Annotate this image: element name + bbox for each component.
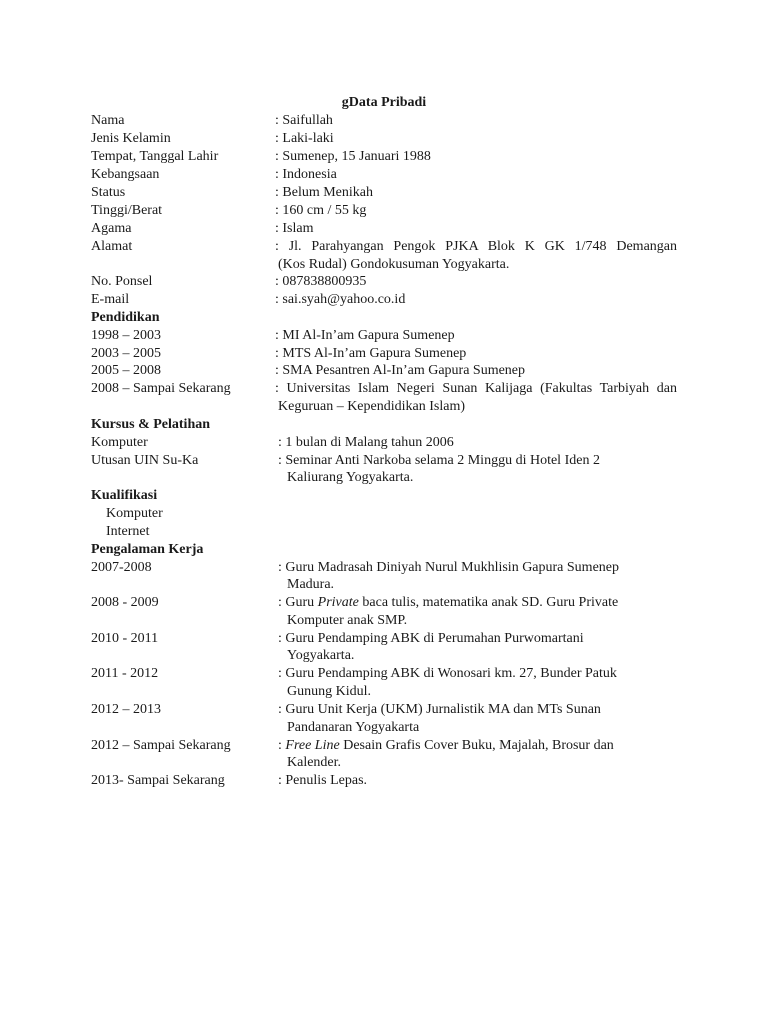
work-desc-6-line1 (278, 737, 614, 755)
work-desc-6-prefix: : (278, 738, 286, 753)
section-heading-pendidikan: Pendidikan (91, 310, 160, 325)
section-heading-pengalaman: Pengalaman Kerja (91, 542, 204, 557)
work-desc-2-line2: Komputer anak SMP. (287, 613, 408, 628)
label-status: Status (91, 185, 126, 200)
work-desc-6-suffix: Desain Grafis Cover Buku, Majalah, Brosur dan (339, 738, 614, 753)
label-kebangsaan: Kebangsaan (91, 167, 160, 182)
edu-school-3: : SMA Pesantren Al-In’am Gapura Sumenep (275, 363, 526, 378)
label-agama: Agama (91, 221, 132, 236)
work-year-6: 2012 – Sampai Sekarang (91, 738, 231, 753)
work-year-3: 2010 - 2011 (91, 631, 159, 646)
work-desc-5-line2: Pandanaran Yogyakarta (287, 720, 420, 735)
value-nama: : Saifullah (275, 113, 333, 128)
work-year-2: 2008 - 2009 (91, 595, 159, 610)
course-value-1: : 1 bulan di Malang tahun 2006 (278, 435, 454, 450)
label-email: E-mail (91, 292, 130, 307)
work-desc-7: : Penulis Lepas. (278, 773, 368, 788)
value-email: : sai.syah@yahoo.co.id (275, 292, 406, 307)
course-value-2-line1: : Seminar Anti Narkoba selama 2 Minggu di Hotel Iden 2 (278, 453, 600, 468)
work-desc-2-prefix: : Guru (278, 595, 318, 610)
page-title: gData Pribadi (341, 95, 427, 110)
value-ttl: : Sumenep, 15 Januari 1988 (275, 149, 431, 164)
edu-school-4-line2: Keguruan – Kependidikan Islam) (278, 399, 465, 414)
work-year-7: 2013- Sampai Sekarang (91, 773, 225, 788)
work-desc-6-italic: Free Line (285, 738, 340, 753)
section-heading-kualifikasi: Kualifikasi (91, 488, 158, 503)
edu-year-3: 2005 – 2008 (91, 363, 161, 378)
value-status: : Belum Menikah (275, 185, 373, 200)
edu-year-1: 1998 – 2003 (91, 328, 161, 343)
label-nama: Nama (91, 113, 125, 128)
work-desc-3-line1: : Guru Pendamping ABK di Perumahan Purwomartani (278, 631, 584, 646)
work-year-1: 2007-2008 (91, 560, 152, 575)
course-value-2-line2: Kaliurang Yogyakarta. (287, 470, 414, 485)
work-desc-6-line2: Kalender. (287, 755, 342, 770)
value-ponsel: : 087838800935 (275, 274, 367, 289)
qualification-item-2: Internet (106, 524, 150, 539)
course-label-1: Komputer (91, 435, 148, 450)
edu-school-1: : MI Al-In’am Gapura Sumenep (275, 328, 455, 343)
qualification-item-1: Komputer (106, 506, 163, 521)
work-desc-2-suffix: baca tulis, matematika anak SD. Guru Private (358, 595, 619, 610)
work-desc-5-line1: : Guru Unit Kerja (UKM) Jurnalistik MA dan MTs Sunan (278, 702, 601, 717)
label-jenis-kelamin: Jenis Kelamin (91, 131, 171, 146)
edu-year-2: 2003 – 2005 (91, 346, 161, 361)
work-desc-2-italic: Private (317, 595, 359, 610)
edu-year-4: 2008 – Sampai Sekarang (91, 381, 231, 396)
value-alamat-line1: : Jl. Parahyangan Pengok PJKA Blok K GK 1/748 Demangan (275, 239, 677, 254)
work-year-5: 2012 – 2013 (91, 702, 161, 717)
value-alamat-line2: (Kos Rudal) Gondokusuman Yogyakarta. (278, 257, 510, 272)
edu-school-2: : MTS Al-In’am Gapura Sumenep (275, 346, 467, 361)
label-ponsel: No. Ponsel (91, 274, 153, 289)
course-label-2: Utusan UIN Su-Ka (91, 453, 199, 468)
label-tinggi-berat: Tinggi/Berat (91, 203, 163, 218)
work-desc-4-line2: Gunung Kidul. (287, 684, 371, 699)
work-desc-3-line2: Yogyakarta. (287, 648, 355, 663)
label-ttl: Tempat, Tanggal Lahir (91, 149, 219, 164)
work-desc-4-line1: : Guru Pendamping ABK di Wonosari km. 27, Bunder Patuk (278, 666, 617, 681)
value-kebangsaan: : Indonesia (275, 167, 337, 182)
value-agama: : Islam (275, 221, 314, 236)
edu-school-4-line1: : Universitas Islam Negeri Sunan Kalijaga (Fakultas Tarbiyah dan (275, 381, 677, 396)
work-desc-2-line1 (278, 594, 618, 612)
work-desc-1-line1: : Guru Madrasah Diniyah Nurul Mukhlisin Gapura Sumenep (278, 560, 619, 575)
label-alamat: Alamat (91, 239, 133, 254)
section-heading-kursus: Kursus & Pelatihan (91, 417, 211, 432)
value-tinggi-berat: : 160 cm / 55 kg (275, 203, 367, 218)
work-year-4: 2011 - 2012 (91, 666, 159, 681)
work-desc-1-line2: Madura. (287, 577, 335, 592)
value-jenis-kelamin: : Laki-laki (275, 131, 334, 146)
